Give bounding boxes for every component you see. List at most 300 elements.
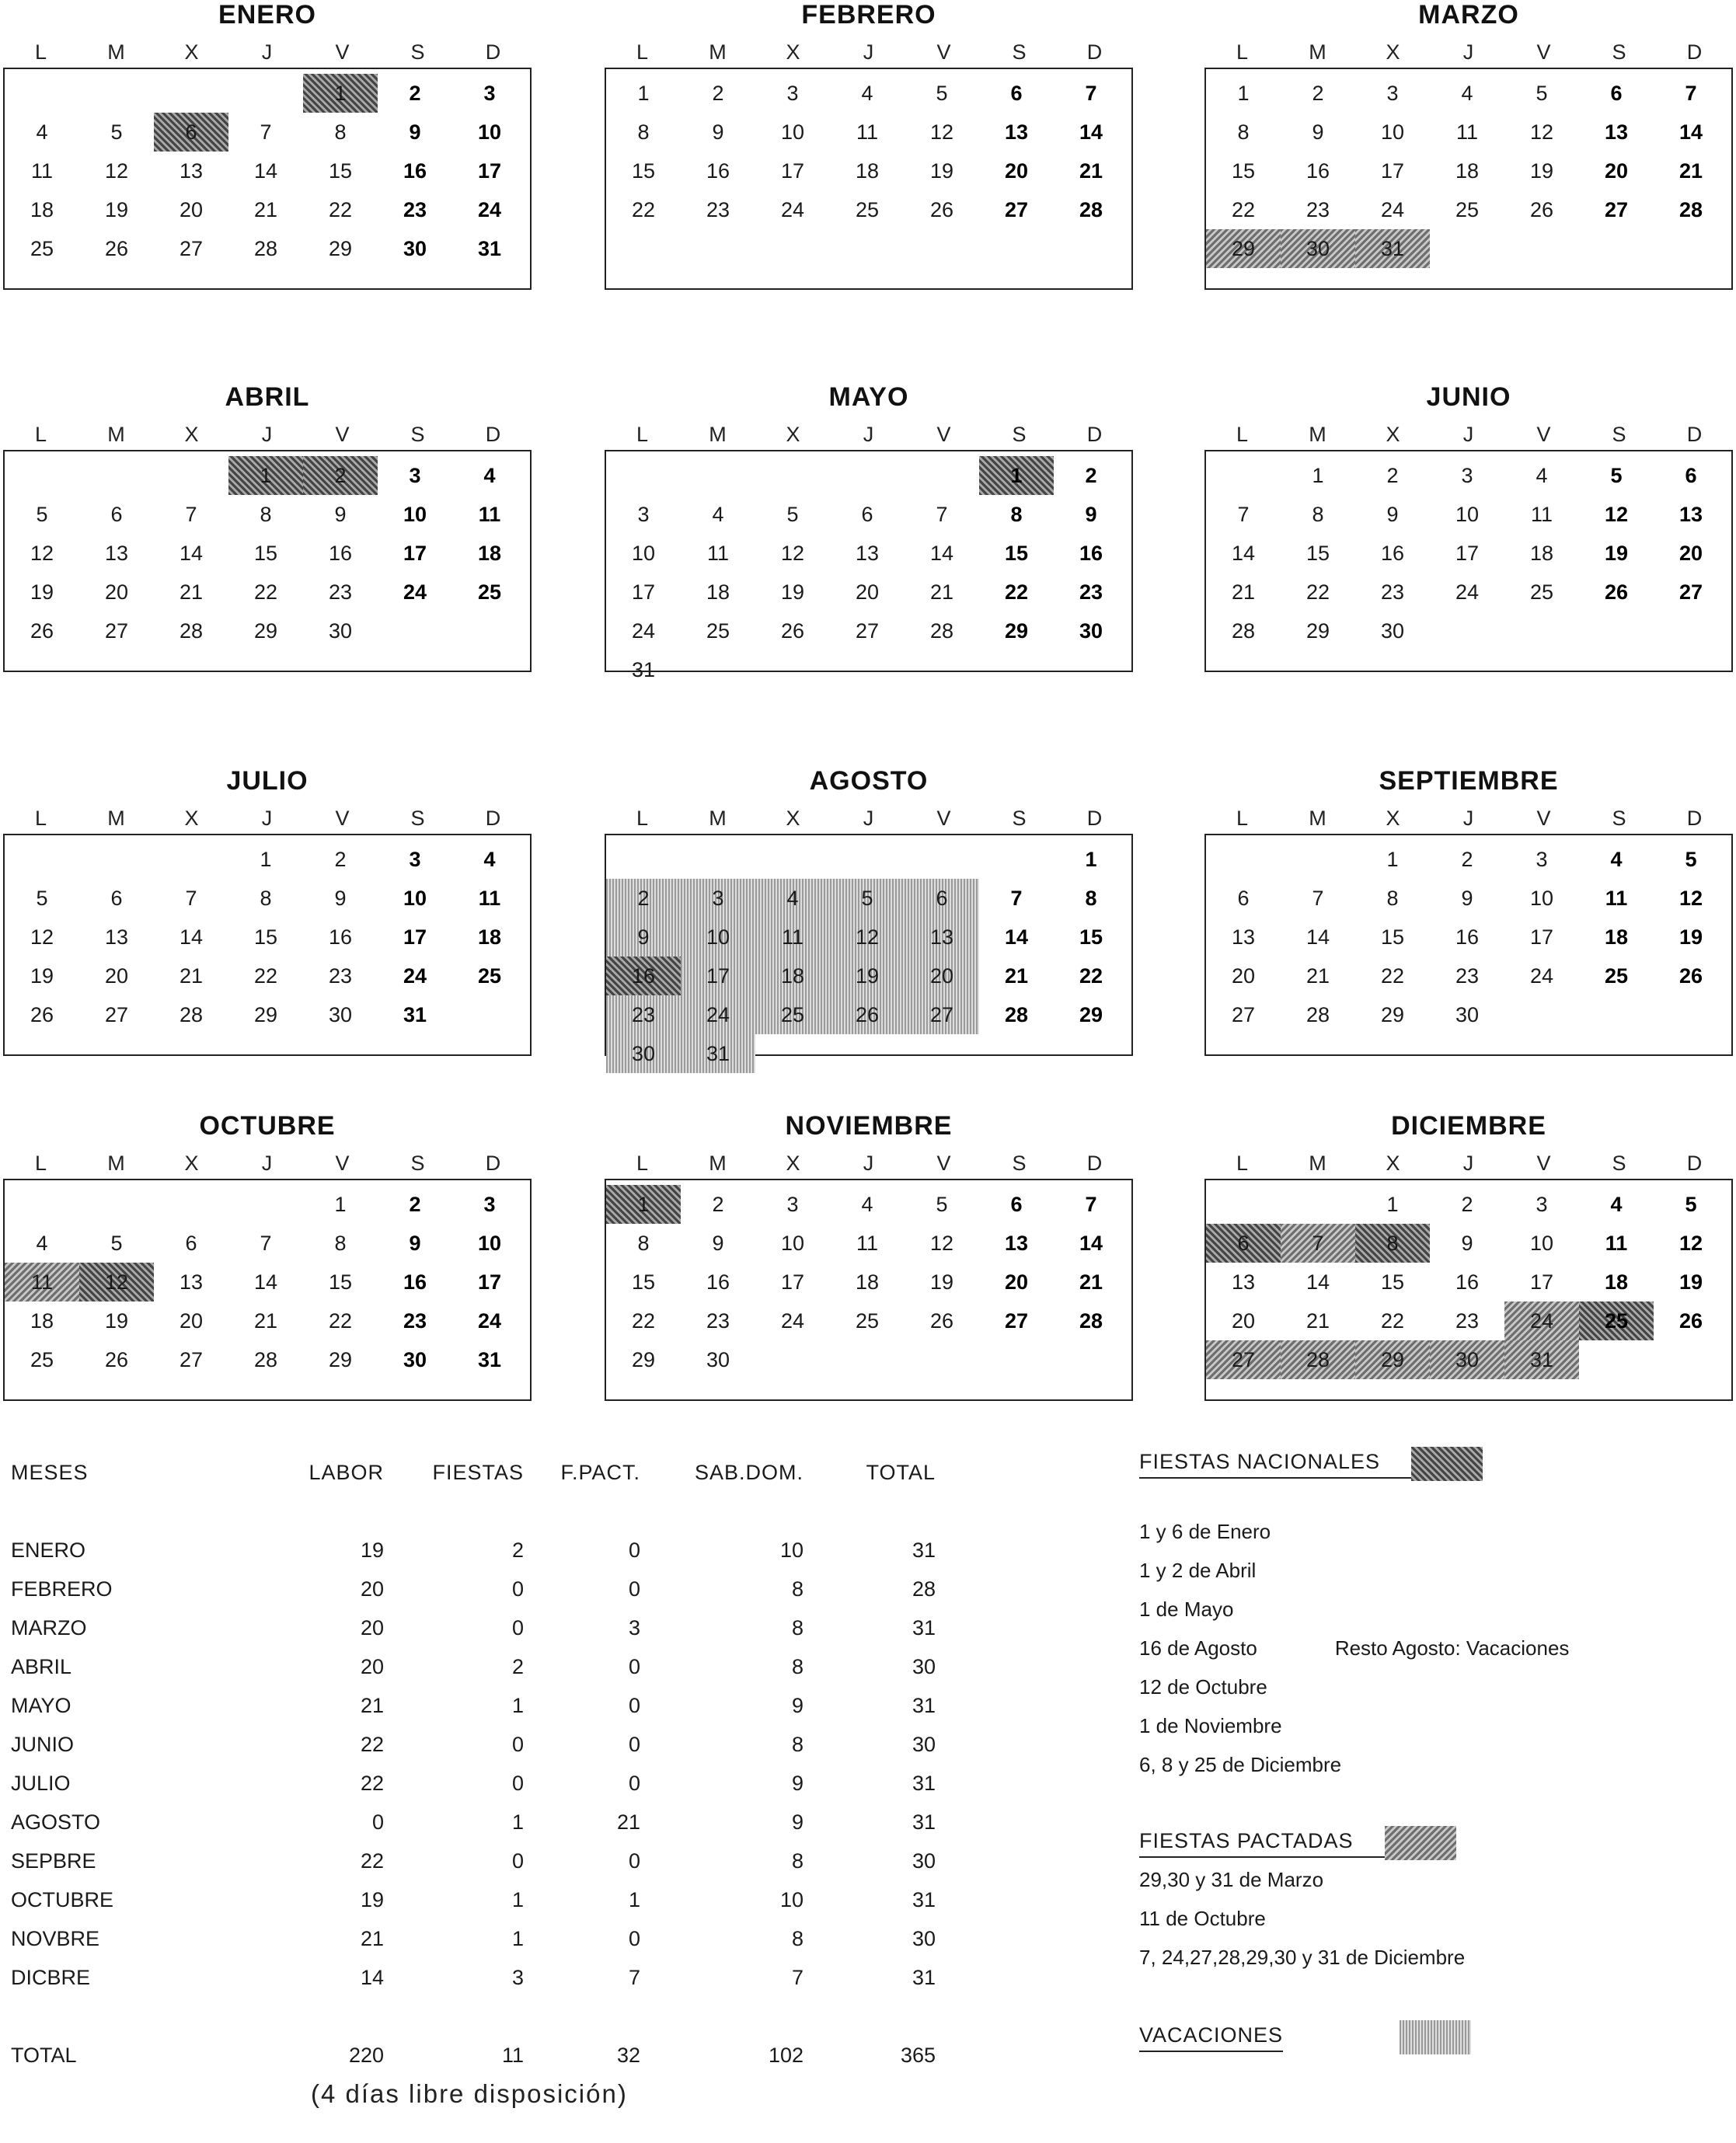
summary-cell: 3 bbox=[628, 1616, 640, 1639]
week-row bbox=[5, 113, 530, 152]
day-cell: 5 bbox=[1685, 1193, 1697, 1216]
header-total: TOTAL bbox=[866, 1461, 936, 1484]
day-cell: 23 bbox=[403, 198, 427, 221]
summary-cell: 8 bbox=[791, 1577, 804, 1601]
day-cell: 30 bbox=[1079, 619, 1103, 643]
month-title: OCTUBRE bbox=[199, 1111, 336, 1141]
day-cell: 12 bbox=[1529, 120, 1554, 144]
day-cell: 14 bbox=[1004, 925, 1029, 949]
day-cell: 16 bbox=[706, 1270, 730, 1294]
day-cell: 6 bbox=[154, 113, 228, 152]
day-cell: 7 bbox=[1085, 82, 1097, 105]
summary-cell: 0 bbox=[371, 1810, 384, 1834]
legend-vacaciones bbox=[1139, 2020, 1699, 2054]
day-cell: 7 bbox=[185, 503, 197, 526]
day-cell: 24 bbox=[1455, 580, 1480, 604]
weekday-label: L bbox=[636, 1152, 649, 1175]
day-cell: 28 bbox=[253, 237, 278, 260]
day-cell: 4 bbox=[483, 848, 496, 871]
day-cell: 14 bbox=[1305, 925, 1330, 949]
day-cell: 19 bbox=[929, 1270, 954, 1294]
day-cell: 5 bbox=[1536, 82, 1548, 105]
week-row bbox=[1206, 534, 1731, 573]
day-cell: 2 bbox=[1386, 464, 1399, 487]
day-cell: 24 bbox=[631, 619, 656, 643]
week-row bbox=[606, 573, 1131, 612]
day-cell: 15 bbox=[1305, 542, 1330, 565]
empty-cell bbox=[1579, 229, 1654, 268]
day-cell: 25 bbox=[1604, 964, 1629, 988]
day-cell: 6 bbox=[1010, 1193, 1023, 1216]
day-cell: 29 bbox=[1079, 1003, 1103, 1026]
summary-cell: 31 bbox=[912, 1616, 936, 1639]
week-row bbox=[606, 190, 1131, 229]
total-label: TOTAL bbox=[11, 2044, 77, 2067]
day-cell: 28 bbox=[929, 619, 954, 643]
summary-row bbox=[11, 1803, 1021, 1842]
empty-cell bbox=[79, 456, 154, 495]
weekday-label: D bbox=[1086, 40, 1103, 64]
day-cell: 6 bbox=[1010, 82, 1023, 105]
week-row bbox=[1206, 152, 1731, 190]
weekday-label: J bbox=[863, 40, 874, 64]
empty-cell bbox=[755, 456, 830, 495]
day-cell: 25 bbox=[477, 964, 502, 988]
day-cell: 27 bbox=[1231, 1003, 1256, 1026]
day-cell: 13 bbox=[104, 542, 129, 565]
week-row bbox=[1206, 957, 1731, 995]
day-cell: 15 bbox=[1231, 159, 1256, 183]
day-cell: 23 bbox=[706, 198, 730, 221]
week-row bbox=[1206, 1340, 1731, 1379]
day-cell: 4 bbox=[1610, 1193, 1623, 1216]
header-sabdom: SAB.DOM. bbox=[694, 1461, 804, 1484]
day-cell: 24 bbox=[477, 1309, 502, 1333]
weekday-label: J bbox=[863, 423, 874, 446]
day-cell: 4 bbox=[1536, 464, 1548, 487]
summary-cell: 9 bbox=[791, 1694, 804, 1717]
day-cell: 21 bbox=[1305, 964, 1330, 988]
empty-cell bbox=[1654, 995, 1728, 1034]
day-cell: 26 bbox=[104, 237, 129, 260]
empty-cell bbox=[606, 456, 681, 495]
empty-cell bbox=[979, 1340, 1054, 1379]
day-cell: 1 bbox=[260, 848, 272, 871]
day-cell: 13 bbox=[179, 159, 204, 183]
day-cell: 15 bbox=[1079, 925, 1103, 949]
day-cell: 2 bbox=[409, 1193, 421, 1216]
empty-cell bbox=[79, 74, 154, 113]
month-title: MAYO bbox=[828, 382, 909, 412]
week-row bbox=[606, 1185, 1131, 1224]
day-cell: 12 bbox=[929, 1232, 954, 1255]
month-title: SEPTIEMBRE bbox=[1379, 766, 1559, 796]
day-cell: 22 bbox=[631, 1309, 656, 1333]
empty-cell bbox=[5, 456, 79, 495]
day-cell: 10 bbox=[1380, 120, 1405, 144]
day-cell: 1 bbox=[228, 456, 303, 495]
week-row bbox=[606, 1340, 1131, 1379]
day-cell: 6 bbox=[185, 1232, 197, 1255]
month-9 bbox=[1204, 766, 1733, 1056]
day-cell: 25 bbox=[477, 580, 502, 604]
week-row bbox=[1206, 918, 1731, 957]
weekday-label: L bbox=[34, 40, 47, 64]
day-cell: 29 bbox=[328, 237, 353, 260]
week-row bbox=[1206, 612, 1731, 650]
summary-cell: 31 bbox=[912, 1966, 936, 1989]
day-cell: 11 bbox=[856, 120, 879, 144]
day-cell: 28 bbox=[1231, 619, 1256, 643]
day-cell: 19 bbox=[104, 198, 129, 221]
day-cell: 5 bbox=[110, 120, 123, 144]
day-cell: 28 bbox=[1281, 1340, 1355, 1379]
day-cell: 20 bbox=[905, 957, 979, 995]
nacional-text: 1 de Mayo bbox=[1139, 1598, 1234, 1621]
weekday-label: D bbox=[485, 423, 501, 446]
summary-cell: 1 bbox=[511, 1694, 524, 1717]
total-labor: 220 bbox=[348, 2044, 384, 2067]
day-cell: 16 bbox=[403, 1270, 427, 1294]
empty-cell bbox=[1504, 229, 1579, 268]
day-cell: 17 bbox=[477, 1270, 502, 1294]
summary-cell: 19 bbox=[360, 1538, 384, 1562]
day-cell: 30 bbox=[1430, 1340, 1504, 1379]
day-cell: 20 bbox=[179, 198, 204, 221]
week-row bbox=[5, 957, 530, 995]
weekday-label: X bbox=[786, 423, 800, 446]
day-cell: 23 bbox=[328, 964, 353, 988]
day-cell: 3 bbox=[483, 82, 496, 105]
empty-cell bbox=[681, 650, 755, 689]
weekday-label: X bbox=[786, 1152, 800, 1175]
day-cell: 27 bbox=[104, 619, 129, 643]
summary-table bbox=[11, 1453, 1021, 2075]
summary-cell: 7 bbox=[791, 1966, 804, 1989]
week-row bbox=[606, 957, 1131, 995]
month-title: AGOSTO bbox=[809, 766, 929, 796]
day-cell: 4 bbox=[861, 1193, 873, 1216]
day-cell: 30 bbox=[1281, 229, 1355, 268]
day-cell: 8 bbox=[637, 1232, 650, 1255]
header-meses: MESES bbox=[11, 1461, 89, 1484]
empty-cell bbox=[1654, 612, 1728, 650]
week-row bbox=[5, 456, 530, 495]
day-cell: 3 bbox=[409, 848, 421, 871]
weekday-label: S bbox=[410, 40, 425, 64]
summary-cell: 21 bbox=[360, 1927, 384, 1950]
weekday-label: J bbox=[261, 807, 273, 830]
day-cell: 12 bbox=[1678, 1232, 1703, 1255]
day-cell: 4 bbox=[483, 464, 496, 487]
weekday-label: M bbox=[1309, 1152, 1326, 1175]
summary-cell: 3 bbox=[511, 1966, 524, 1989]
summary-cell: 8 bbox=[791, 1733, 804, 1756]
day-cell: 24 bbox=[403, 580, 427, 604]
nacional-item bbox=[1139, 1629, 1699, 1667]
day-cell: 22 bbox=[328, 198, 353, 221]
week-row bbox=[5, 534, 530, 573]
day-cell: 15 bbox=[631, 1270, 656, 1294]
summary-cell: 8 bbox=[791, 1655, 804, 1678]
summary-row bbox=[11, 1725, 1021, 1764]
day-cell: 22 bbox=[631, 198, 656, 221]
weekday-label: S bbox=[1612, 423, 1626, 446]
weekday-label: S bbox=[1012, 40, 1027, 64]
total-fiestas: 11 bbox=[501, 2044, 524, 2067]
weekday-label: S bbox=[410, 423, 425, 446]
week-row bbox=[606, 1301, 1131, 1340]
week-row bbox=[5, 840, 530, 879]
day-cell: 22 bbox=[1004, 580, 1029, 604]
week-row bbox=[606, 612, 1131, 650]
day-cell: 16 bbox=[706, 159, 730, 183]
day-cell: 10 bbox=[477, 1232, 502, 1255]
weekday-header bbox=[3, 37, 532, 68]
day-cell: 6 bbox=[1610, 82, 1623, 105]
day-cell: 3 bbox=[786, 82, 799, 105]
summary-cell: 0 bbox=[628, 1655, 640, 1678]
weekday-label: J bbox=[1462, 40, 1474, 64]
week-row bbox=[5, 495, 530, 534]
summary-row bbox=[11, 1958, 1021, 1997]
month-days-box bbox=[3, 450, 532, 672]
month-2 bbox=[605, 0, 1133, 290]
summary-cell: 0 bbox=[511, 1577, 524, 1601]
weekday-label: X bbox=[1386, 807, 1400, 830]
month-12 bbox=[1204, 1111, 1733, 1401]
weekday-header bbox=[1204, 37, 1733, 68]
day-cell: 29 bbox=[253, 619, 278, 643]
day-cell: 29 bbox=[253, 1003, 278, 1026]
day-cell: 31 bbox=[403, 1003, 427, 1026]
day-cell: 2 bbox=[712, 1193, 724, 1216]
month-1 bbox=[3, 0, 532, 290]
month-days-box bbox=[605, 450, 1133, 681]
week-row bbox=[606, 995, 1131, 1034]
day-cell: 10 bbox=[780, 120, 805, 144]
weekday-header bbox=[3, 1148, 532, 1179]
empty-cell bbox=[1054, 1340, 1128, 1379]
day-cell: 25 bbox=[1455, 198, 1480, 221]
summary-cell: 20 bbox=[360, 1616, 384, 1639]
day-cell: 26 bbox=[30, 619, 54, 643]
day-cell: 19 bbox=[1604, 542, 1629, 565]
empty-cell bbox=[228, 74, 303, 113]
day-cell: 20 bbox=[1231, 964, 1256, 988]
summary-cell: 31 bbox=[912, 1772, 936, 1795]
day-cell: 2 bbox=[1085, 464, 1097, 487]
week-row bbox=[606, 113, 1131, 152]
total-sabdom: 102 bbox=[768, 2044, 804, 2067]
summary-cell: 0 bbox=[511, 1772, 524, 1795]
empty-cell bbox=[1654, 1340, 1728, 1379]
day-cell: 12 bbox=[830, 918, 905, 957]
weekday-label: V bbox=[335, 40, 350, 64]
week-row bbox=[1206, 1224, 1731, 1263]
week-row bbox=[606, 456, 1131, 495]
nacional-item bbox=[1139, 1745, 1699, 1784]
weekday-label: X bbox=[786, 807, 800, 830]
empty-cell bbox=[681, 840, 755, 879]
weekday-label: X bbox=[184, 1152, 199, 1175]
empty-cell bbox=[830, 1340, 905, 1379]
day-cell: 4 bbox=[755, 879, 830, 918]
month-days-box bbox=[605, 1179, 1133, 1401]
day-cell: 3 bbox=[409, 464, 421, 487]
summary-cell: ABRIL bbox=[11, 1655, 72, 1678]
empty-cell bbox=[905, 650, 979, 689]
weekday-label: S bbox=[410, 1152, 425, 1175]
vacaciones-swatch-icon bbox=[1400, 2020, 1471, 2054]
day-cell: 18 bbox=[1604, 1270, 1629, 1294]
day-cell: 26 bbox=[830, 995, 905, 1034]
day-cell: 22 bbox=[1231, 198, 1256, 221]
day-cell: 13 bbox=[1604, 120, 1629, 144]
weekday-label: M bbox=[709, 807, 727, 830]
empty-cell bbox=[1281, 840, 1355, 879]
day-cell: 21 bbox=[1079, 159, 1103, 183]
weekday-label: V bbox=[1536, 40, 1551, 64]
summary-cell: 28 bbox=[912, 1577, 936, 1601]
week-row bbox=[1206, 995, 1731, 1034]
day-cell: 21 bbox=[929, 580, 954, 604]
empty-cell bbox=[905, 1340, 979, 1379]
day-cell: 13 bbox=[855, 542, 880, 565]
day-cell: 9 bbox=[712, 120, 724, 144]
weekday-header bbox=[605, 1148, 1133, 1179]
day-cell: 17 bbox=[403, 925, 427, 949]
day-cell: 30 bbox=[1455, 1003, 1480, 1026]
month-11 bbox=[605, 1111, 1133, 1401]
day-cell: 24 bbox=[1504, 1301, 1579, 1340]
weekday-label: L bbox=[636, 423, 649, 446]
day-cell: 16 bbox=[1079, 542, 1103, 565]
day-cell: 2 bbox=[303, 456, 378, 495]
weekday-label: J bbox=[261, 423, 273, 446]
month-5 bbox=[605, 382, 1133, 681]
day-cell: 7 bbox=[1085, 1193, 1097, 1216]
day-cell: 10 bbox=[631, 542, 656, 565]
day-cell: 8 bbox=[1312, 503, 1324, 526]
day-cell: 25 bbox=[706, 619, 730, 643]
day-cell: 23 bbox=[403, 1309, 427, 1333]
day-cell: 10 bbox=[1529, 1232, 1554, 1255]
weekday-label: M bbox=[1309, 423, 1326, 446]
day-cell: 26 bbox=[929, 198, 954, 221]
summary-cell: 0 bbox=[628, 1927, 640, 1950]
day-cell: 17 bbox=[631, 580, 656, 604]
weekday-label: S bbox=[1012, 423, 1027, 446]
day-cell: 15 bbox=[328, 1270, 353, 1294]
summary-row bbox=[11, 1919, 1021, 1958]
day-cell: 17 bbox=[1455, 542, 1480, 565]
day-cell: 28 bbox=[179, 1003, 204, 1026]
empty-cell bbox=[755, 650, 830, 689]
day-cell: 27 bbox=[1678, 580, 1703, 604]
summary-cell: 0 bbox=[628, 1849, 640, 1873]
summary-cell: 0 bbox=[628, 1577, 640, 1601]
summary-row bbox=[11, 1608, 1021, 1647]
day-cell: 30 bbox=[403, 1348, 427, 1371]
day-cell: 19 bbox=[104, 1309, 129, 1333]
day-cell: 23 bbox=[706, 1309, 730, 1333]
summary-cell: 30 bbox=[912, 1849, 936, 1873]
day-cell: 20 bbox=[179, 1309, 204, 1333]
day-cell: 14 bbox=[1678, 120, 1703, 144]
week-row bbox=[1206, 1263, 1731, 1301]
weekday-label: X bbox=[1386, 40, 1400, 64]
day-cell: 5 bbox=[36, 887, 48, 910]
day-cell: 27 bbox=[1004, 1309, 1029, 1333]
empty-cell bbox=[1579, 1340, 1654, 1379]
day-cell: 12 bbox=[30, 925, 54, 949]
weekday-header bbox=[3, 803, 532, 834]
day-cell: 1 bbox=[303, 74, 378, 113]
week-row bbox=[606, 918, 1131, 957]
day-cell: 12 bbox=[30, 542, 54, 565]
day-cell: 27 bbox=[179, 237, 204, 260]
day-cell: 5 bbox=[786, 503, 799, 526]
day-cell: 28 bbox=[1678, 198, 1703, 221]
day-cell: 22 bbox=[328, 1309, 353, 1333]
summary-cell: 0 bbox=[628, 1733, 640, 1756]
empty-cell bbox=[378, 612, 452, 650]
day-cell: 5 bbox=[110, 1232, 123, 1255]
day-cell: 7 bbox=[1281, 1224, 1355, 1263]
day-cell: 15 bbox=[1380, 925, 1405, 949]
day-cell: 26 bbox=[30, 1003, 54, 1026]
day-cell: 16 bbox=[1455, 1270, 1480, 1294]
summary-row bbox=[11, 1686, 1021, 1725]
week-row bbox=[1206, 456, 1731, 495]
day-cell: 29 bbox=[328, 1348, 353, 1371]
day-cell: 3 bbox=[786, 1193, 799, 1216]
day-cell: 22 bbox=[1380, 1309, 1405, 1333]
weekday-label: M bbox=[709, 423, 727, 446]
day-cell: 11 bbox=[1455, 120, 1479, 144]
day-cell: 13 bbox=[1004, 120, 1029, 144]
day-cell: 18 bbox=[1529, 542, 1554, 565]
day-cell: 1 bbox=[979, 456, 1054, 495]
month-days-box bbox=[3, 1179, 532, 1401]
day-cell: 3 bbox=[1536, 1193, 1548, 1216]
weekday-label: L bbox=[1236, 423, 1249, 446]
weekday-label: D bbox=[485, 40, 501, 64]
day-cell: 5 bbox=[1610, 464, 1623, 487]
day-cell: 5 bbox=[936, 82, 948, 105]
week-row bbox=[1206, 1185, 1731, 1224]
empty-cell bbox=[979, 650, 1054, 689]
summary-cell: SEPBRE bbox=[11, 1849, 96, 1873]
weekday-label: L bbox=[34, 1152, 47, 1175]
nacional-item bbox=[1139, 1551, 1699, 1590]
day-cell: 27 bbox=[905, 995, 979, 1034]
day-cell: 25 bbox=[855, 198, 880, 221]
empty-cell bbox=[1430, 229, 1504, 268]
day-cell: 7 bbox=[185, 887, 197, 910]
day-cell: 11 bbox=[478, 887, 501, 910]
day-cell: 4 bbox=[861, 82, 873, 105]
day-cell: 10 bbox=[1455, 503, 1480, 526]
summary-cell: OCTUBRE bbox=[11, 1888, 114, 1911]
day-cell: 23 bbox=[1455, 1309, 1480, 1333]
nacional-text: 6, 8 y 25 de Diciembre bbox=[1139, 1753, 1342, 1776]
day-cell: 5 bbox=[936, 1193, 948, 1216]
day-cell: 13 bbox=[179, 1270, 204, 1294]
summary-cell: FEBRERO bbox=[11, 1577, 113, 1601]
nacional-item bbox=[1139, 1706, 1699, 1745]
